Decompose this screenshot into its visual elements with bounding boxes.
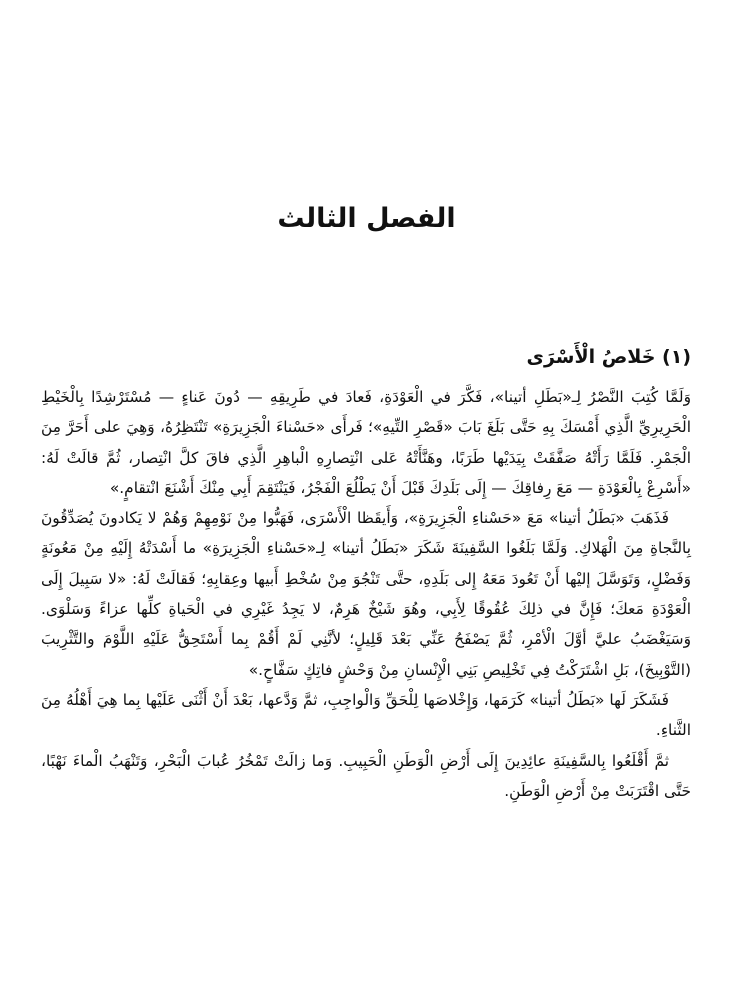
paragraph-1: وَلَمَّا كُتِبَ النَّصْرُ لِـ«بَطَلِ أتينا»، فَكَّرَ في الْعَوْدَةِ، فَعادَ في طَرِيقِهِ — دُونَ عَناءٍ — مُسْتَرْشِدًا بِالْخَيْطِ الْحَرِيرِيِّ الَّذِي أَمْسَكَ بِهِ حَتَّى بَلَغَ بَابَ «قَصْرِ التِّيهِ»؛ فَرأَى «حَسْناءَ الْجَزِيرَةِ» تَنْتَظِرُهُ، وَهِيَ على أَحَرَّ مِنَ الْجَمْرِ. فَلَمَّا رَأَتْهُ صَفَّقَتْ بِيَدَيْها طَرَبًا، وهَنَّأَتْهُ عَلى انْتِصارِهِ الْباهِرِ الَّذِي فاقَ كلَّ انْتِصار، ثُمَّ قالَتْ لَهُ: «أَسْرِعْ بِالْعَوْدَةِ — مَعَ رِفاقِكَ — إِلَى بَلَدِكَ قَبْلَ أَنْ يَطْلُعَ الْفَجْرُ، فَيَنْتَقِمَ أَبِي مِنْكَ أَشْنَعَ انْتقامٍ.» [41, 388, 691, 497]
body-text [41, 382, 691, 806]
paragraph-3: فَشَكَرَ لَها «بَطَلُ أتينا» كَرَمَها، وَإِخْلاصَها لِلْحَقِّ وَالْواجِبِ، ثمَّ وَدَّعها، بَعْدَ أَنْ أَثْنَى عَلَيْها بِما هِيَ أَهْلُهُ مِنَ الثَّناءِ. [41, 690, 691, 740]
section-heading: (١) خَلاصُ الْأَسْرَى [526, 346, 691, 368]
paragraph-4: ثمَّ أَقْلَعُوا بِالسَّفِينَةِ عائِدِينَ إِلَى أَرْضِ الْوَطَنِ الْحَبِيبِ. وَما زالَتْ تَمْخُرُ عُبابَ الْبَحْرِ، وَتَنْهَبُ الْماءَ نَهْبًا، حَتَّى اقْتَرَبَتْ مِنْ أَرْضِ الْوَطَنِ. [41, 751, 691, 800]
chapter-title: الفصل الثالث [277, 203, 456, 234]
paragraph-2: فَذَهَبَ «بَطَلُ أتينا» مَعَ «حَسْناءِ الْجَزِيرَةِ»، وَأَيقَظا الْأَسْرَى، فَهَبُّوا مِنْ نَوْمِهِمْ وَهُمْ لا يَكادونَ يُصَدِّقُونَ بِالنَّجاةِ مِنَ الْهَلاكِ. وَلَمَّا بَلَغُوا السَّفِينَةَ شَكَرَ «بَطَلُ أتينا» لِـ«حَسْناءِ الْجَزِيرَةِ» ما أَسْدَتْهُ إِلَيْهِ مِنْ مَعُونَةٍ وَفَضْلٍ، وَتَوَسَّلَ إليْها أَنْ تَعُودَ مَعَهُ إِلى بَلَدِهِ، حتَّى تَنْجُوَ مِنْ سُخْطِ أَبيها وعِقابِهِ؛ فَقالَتْ لَهُ: «لا سَبِيلَ إِلَى الْعَوْدَةِ مَعكَ؛ فَإِنَّ في ذلِكَ عُقُوقًا لِأَبِي، وهُوَ شَيْخٌ هَرِمٌ، لا يَجِدُ غَيْرِي في الْحَياةِ كلِّها عزاءً وَسَلْوَى. وَسَيَغْضَبُ عليَّ أوَّلَ الْأمْرِ، ثُمَّ يَصْفَحُ عَنِّي بَعْدَ قَلِيلٍ؛ لأنَّنِي لَمْ أَقُمْ بِما أَسْتَحِقُّ عَلَيْهِ اللَّوْمَ والتَّثْرِيبَ (التَّوْبِيخَ)، بَلِ اشْتَرَكْتُ فِي تَخْلِيصِ بَنِي الْإِنْسانِ مِنْ وَحْشٍ فاتِكٍ سَفَّاحٍ.» [41, 509, 691, 679]
